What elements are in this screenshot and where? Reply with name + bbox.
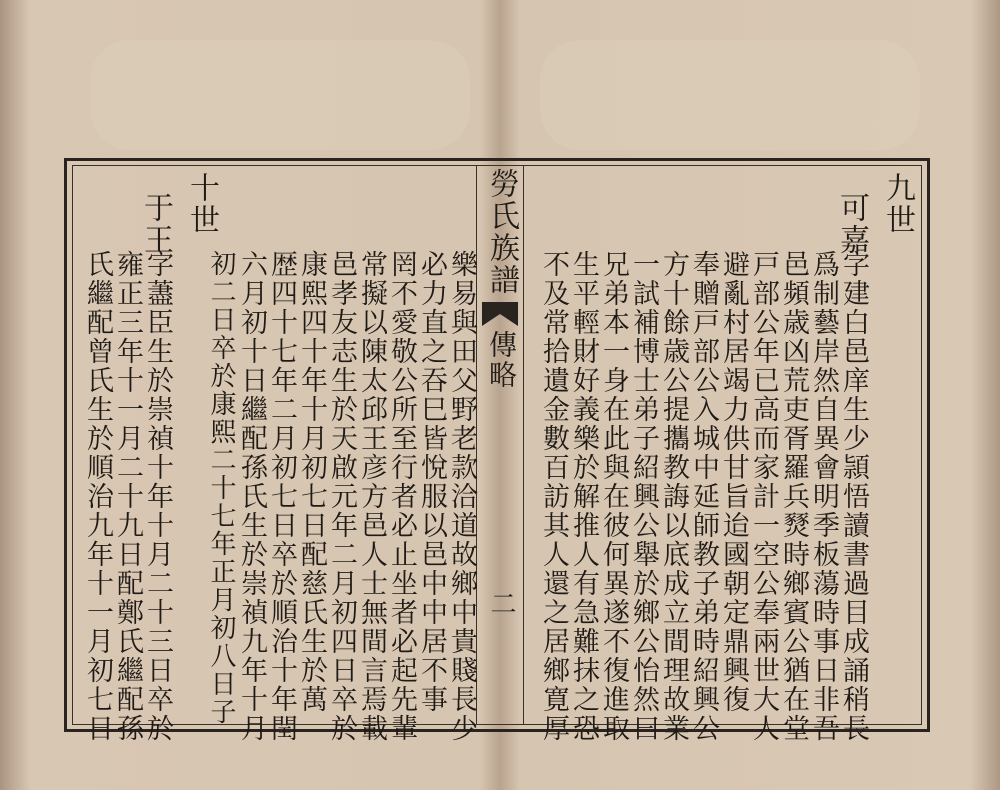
text-column: 歴四十七年二月初七日卒於順治十年閏 bbox=[266, 250, 297, 743]
text-column: 邑頻歳凶荒吏胥羅兵燹時鄉賓公猶在堂 bbox=[778, 250, 809, 743]
generation-heading-nine: 九世 bbox=[880, 172, 915, 236]
paper-stain bbox=[90, 40, 470, 150]
text-column: 生平輕財好義樂於解推人有急難抹之恐 bbox=[568, 250, 599, 743]
fish-tail-mark-icon bbox=[480, 300, 520, 328]
text-column: 方十餘歳公提攜教誨以底成立間理故業 bbox=[658, 250, 689, 743]
book-title: 勞氏族譜 bbox=[484, 168, 519, 296]
text-column: 奉贈戸部公入城中延師教子弟時紹興公 bbox=[688, 250, 719, 743]
text-column: 邑孝友志生於天啟元年二月初四日卒於 bbox=[326, 250, 357, 743]
text-column: 罔不愛敬公所至行者必止坐者必起先輩 bbox=[386, 250, 417, 743]
text-column: 字藎臣生於崇禎十年十月二十三日卒於 bbox=[142, 250, 173, 743]
text-column: 不及常拾遺金數百訪其人還之居鄉寛厚 bbox=[538, 250, 569, 743]
page-number: 二 bbox=[486, 590, 516, 618]
text-column: 樂易與田父野老款洽道故鄉中貴賤長少 bbox=[446, 250, 477, 743]
text-column: 戸部公年已高而家計一空公奉兩世大人 bbox=[748, 250, 779, 743]
text-column: 氏繼配曾氏生於順治九年十一月初七日 bbox=[82, 250, 113, 743]
text-column: 初二日卒於康熙二十七年正月初八日子 bbox=[206, 250, 236, 726]
paper-stain bbox=[540, 40, 920, 150]
text-column: 六月初十日繼配孫氏生於崇禎九年十月 bbox=[236, 250, 267, 743]
generation-heading-ten: 十世 bbox=[184, 172, 219, 236]
text-column: 爲制藝岸然自異會明季板蕩時事日非吾 bbox=[808, 250, 839, 743]
person-name-kejia: 可嘉 bbox=[834, 192, 869, 256]
text-column: 兄弟本一身在此與在彼何異遂不復進取 bbox=[598, 250, 629, 743]
text-column: 字建白邑庠生少頴悟讀書過目成誦稍長 bbox=[838, 250, 869, 743]
section-title: 傳略 bbox=[485, 330, 518, 390]
text-column: 常擬以陳太邱王彦方邑人士無間言焉載 bbox=[356, 250, 387, 743]
text-column: 必力直之吞巳皆悅服以邑中中居不事 bbox=[416, 250, 447, 714]
text-column: 康熙四十年十月初七日配慈氏生於萬 bbox=[296, 250, 327, 714]
text-column: 雍正三年十一月二十九日配鄭氏繼配孫 bbox=[112, 250, 143, 743]
person-name-yuwang: 于王 bbox=[138, 192, 173, 256]
text-column: 避亂村居竭力供甘旨迨國朝定鼎興復 bbox=[718, 250, 749, 714]
text-column: 一試補博士弟子紹興公舉於鄉公怡然曰 bbox=[628, 250, 659, 743]
